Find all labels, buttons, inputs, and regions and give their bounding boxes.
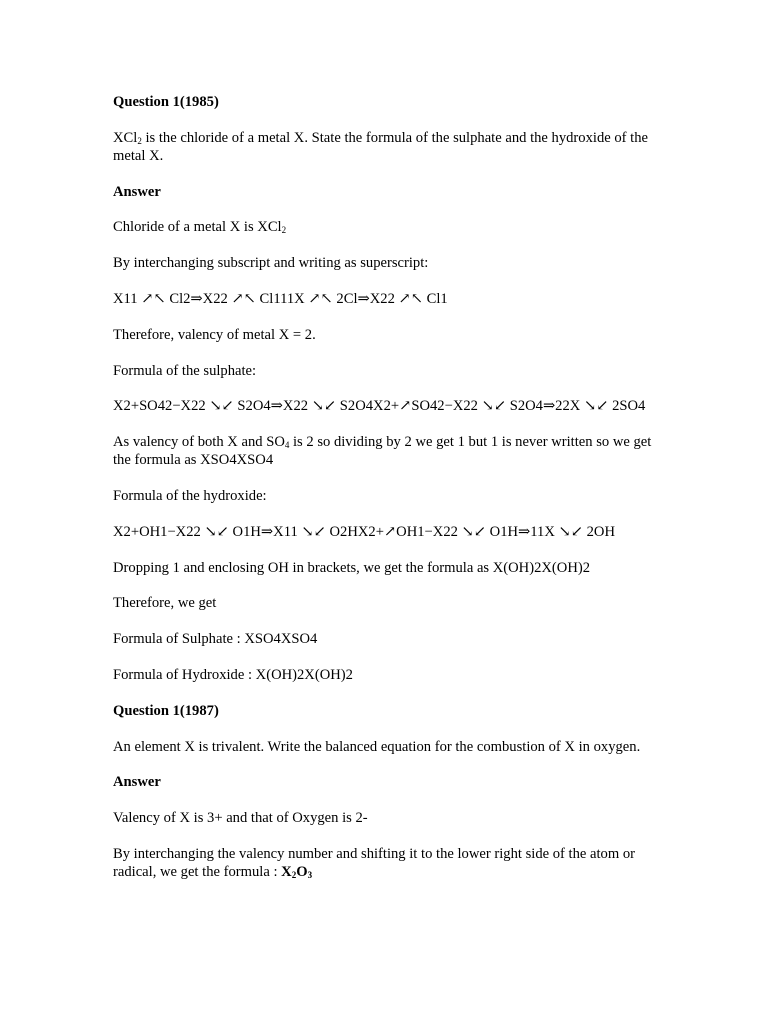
question-text-1985 <box>113 129 658 165</box>
answer-line-formula-x2o3 <box>113 845 658 881</box>
answer-line-therefore: Therefore, we get <box>113 595 217 612</box>
question-formula: XCl <box>113 129 138 146</box>
answer-heading-1987: Answer <box>113 774 161 791</box>
question-text: is the chloride of a metal X. State the formula of the sulphate and the hydroxide of the metal X. <box>113 129 648 164</box>
answer-line-valency: Therefore, valency of metal X = 2. <box>113 326 316 343</box>
answer-equation-hydroxide: X2+OH1−X22 ↘↙ O1H⇒X11 ↘↙ O2HX2+↗OH1−X22 ↘↙ O1H⇒11X ↘↙ 2OH <box>113 523 615 540</box>
question-text-1987: An element X is trivalent. Write the balanced equation for the combustion of X in oxygen. <box>113 738 641 755</box>
answer-line-chloride <box>113 218 658 236</box>
subscript: 3 <box>307 869 313 880</box>
answer-line-sulphate-explanation <box>113 433 658 469</box>
subscript: 2 <box>281 225 287 236</box>
answer-text: is 2 so dividing by 2 we get 1 but 1 is never written so we get the formula as XSO4XSO4 <box>113 434 652 469</box>
subscript: 2 <box>137 135 142 146</box>
subscript: 2 <box>291 869 297 880</box>
question-heading-1987: Question 1(1987) <box>113 702 219 719</box>
answer-line-hydroxide-heading: Formula of the hydroxide: <box>113 487 267 504</box>
formula-element-o: O <box>296 863 308 880</box>
answer-line-valency-x: Valency of X is 3+ and that of Oxygen is 2- <box>113 810 368 827</box>
answer-line-sulphate-heading: Formula of the sulphate: <box>113 362 257 379</box>
answer-text: As valency of both X and SO <box>113 434 285 451</box>
answer-text: Chloride of a metal X is XCl <box>113 219 282 236</box>
document-page <box>113 93 658 899</box>
answer-equation-sulphate: X2+SO42−X22 ↘↙ S2O4⇒X22 ↘↙ S2O4X2+↗SO42−X22 ↘↙ S2O4⇒22X ↘↙ 2SO4 <box>113 398 646 415</box>
answer-line-interchanging: By interchanging subscript and writing as superscript: <box>113 255 429 272</box>
subscript: 4 <box>284 440 290 451</box>
answer-text: By interchanging the valency number and shifting it to the lower right side of the atom or radical, we get the formula : <box>113 845 636 880</box>
formula-element-x: X <box>281 863 292 880</box>
formula-x2o3 <box>281 864 312 880</box>
answer-heading-1985: Answer <box>113 183 161 200</box>
question-heading-1985: Question 1(1985) <box>113 94 219 110</box>
answer-line-formula-hydroxide: Formula of Hydroxide : X(OH)2X(OH)2 <box>113 666 353 683</box>
answer-equation-chloride: X11 ↗↖ Cl2⇒X22 ↗↖ Cl111X ↗↖ 2Cl⇒X22 ↗↖ Cl1 <box>113 290 448 307</box>
answer-line-dropping: Dropping 1 and enclosing OH in brackets, we get the formula as X(OH)2X(OH)2 <box>113 559 591 576</box>
answer-line-formula-sulphate: Formula of Sulphate : XSO4XSO4 <box>113 631 318 648</box>
